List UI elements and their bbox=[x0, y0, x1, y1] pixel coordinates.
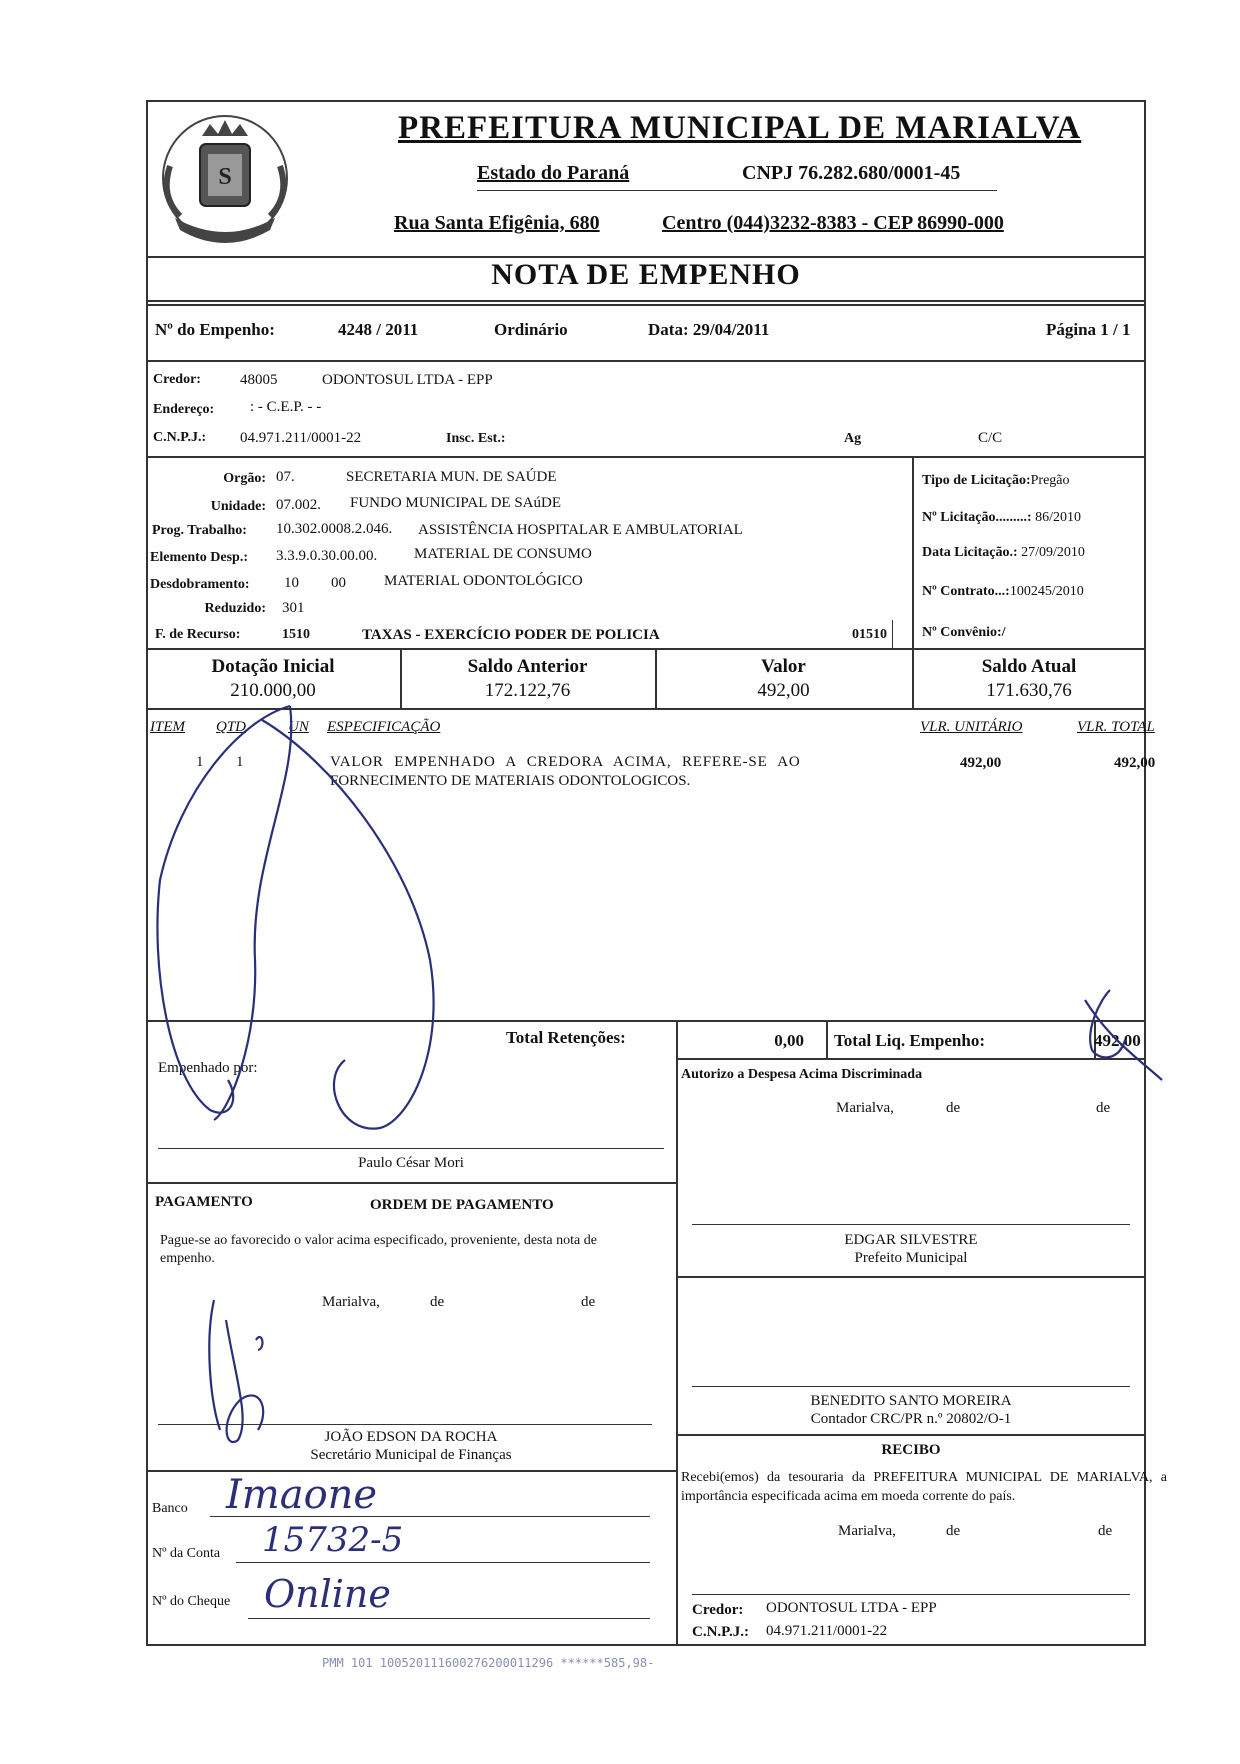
empenho-date: Data: 29/04/2011 bbox=[648, 320, 770, 339]
orgao-desc: SECRETARIA MUN. DE SAÚDE bbox=[346, 469, 557, 485]
num-licitacao-label: Nº Licitação.........: bbox=[922, 510, 1032, 525]
empenhado-por-name: Paulo César Mori bbox=[358, 1155, 464, 1171]
ag-label: Ag bbox=[844, 431, 862, 446]
state-name: Estado do Paraná bbox=[477, 162, 630, 184]
autorizo-de-1: de bbox=[946, 1100, 961, 1116]
total-retencoes-value: 0,00 bbox=[774, 1031, 804, 1050]
item-spec-line1: VALOR EMPENHADO A CREDORA ACIMA, REFERE-SE AO bbox=[330, 754, 801, 770]
contador-role: Contador CRC/PR n.º 20802/O-1 bbox=[810, 1411, 1012, 1427]
municipality-cnpj: CNPJ 76.282.680/0001-45 bbox=[742, 162, 961, 184]
autorizo-city: Marialva, bbox=[836, 1100, 894, 1116]
recibo-city: Marialva, bbox=[838, 1523, 896, 1539]
total-liq-label: Total Liq. Empenho: bbox=[834, 1031, 985, 1050]
municipality-title: PREFEITURA MUNICIPAL DE MARIALVA bbox=[398, 110, 1082, 146]
orgao-label: Orgão: bbox=[223, 471, 266, 486]
footer-code: PMM 101 100520111600276200011296 ******585,98- bbox=[322, 1656, 655, 1670]
credor-address: : - C.E.P. - - bbox=[250, 399, 322, 415]
recibo-credor: ODONTOSUL LTDA - EPP bbox=[766, 1600, 937, 1616]
valor-value: 492,00 bbox=[757, 680, 810, 701]
pagamento-de-1: de bbox=[430, 1294, 445, 1310]
col-vlr-total: VLR. TOTAL bbox=[1077, 719, 1155, 735]
cc-label: C/C bbox=[978, 430, 1003, 446]
col-un: UN bbox=[288, 719, 309, 735]
elemento-desc: MATERIAL DE CONSUMO bbox=[414, 546, 592, 562]
cheque-handwritten: Online bbox=[264, 1572, 391, 1616]
secretario-name: JOÃO EDSON DA ROCHA bbox=[324, 1429, 498, 1445]
item-unit-value: 492,00 bbox=[960, 755, 1002, 771]
unidade-label: Unidade: bbox=[210, 499, 266, 514]
ordem-pagamento-label: ORDEM DE PAGAMENTO bbox=[370, 1197, 554, 1213]
recurso-desc: TAXAS - EXERCÍCIO PODER DE POLICIA bbox=[362, 627, 660, 643]
credor-cnpj-label: C.N.P.J.: bbox=[153, 430, 207, 445]
col-qtd: QTD bbox=[216, 719, 247, 735]
prog-desc: ASSISTÊNCIA HOSPITALAR E AMBULATORIAL bbox=[418, 522, 743, 538]
saldo-anterior-value: 172.122,76 bbox=[484, 680, 571, 701]
col-especificacao: ESPECIFICAÇÃO bbox=[327, 719, 441, 735]
reduzido-label: Reduzido: bbox=[204, 601, 266, 616]
tipo-licitacao-label-text: Tipo de Licitação: bbox=[922, 473, 1031, 488]
credor-code: 48005 bbox=[240, 372, 278, 388]
col-item: ITEM bbox=[150, 719, 185, 735]
total-liq-value: 492,00 bbox=[1094, 1031, 1141, 1050]
address-label: Endereço: bbox=[153, 402, 215, 417]
recibo-credor-label: Credor: bbox=[692, 1602, 744, 1618]
item-number: 1 bbox=[196, 754, 204, 770]
item-qtd: 1 bbox=[236, 754, 244, 770]
orgao-code: 07. bbox=[276, 469, 295, 485]
recibo-label: RECIBO bbox=[881, 1442, 941, 1458]
conta-label: Nº da Conta bbox=[152, 1546, 221, 1561]
recibo-cnpj-label: C.N.P.J.: bbox=[692, 1624, 749, 1640]
contrato-number: 100245/2010 bbox=[1009, 584, 1084, 599]
dotacao-value: 210.000,00 bbox=[230, 680, 316, 701]
secretario-role: Secretário Municipal de Finanças bbox=[310, 1447, 512, 1463]
pagamento-text: Pague-se ao favorecido o valor acima especificado, proveniente, desta nota de empenho. bbox=[160, 1233, 597, 1266]
municipality-address: Rua Santa Efigênia, 680 bbox=[394, 212, 600, 234]
conta-handwritten: 15732-5 bbox=[262, 1520, 404, 1560]
credor-name: ODONTOSUL LTDA - EPP bbox=[322, 372, 493, 388]
recurso-label: F. de Recurso: bbox=[155, 627, 241, 642]
insc-est-label: Insc. Est.: bbox=[446, 431, 506, 446]
item-total-value: 492,00 bbox=[1114, 755, 1156, 771]
reduzido-code: 301 bbox=[282, 600, 305, 616]
prog-code: 10.302.0008.2.046. bbox=[276, 521, 393, 537]
data-licitacao: 27/09/2010 bbox=[1021, 545, 1085, 560]
empenho-number-label: Nº do Empenho: bbox=[155, 320, 275, 339]
saldo-atual-value: 171.630,76 bbox=[986, 680, 1072, 701]
desdobramento-label: Desdobramento: bbox=[150, 577, 250, 592]
pagamento-city: Marialva, bbox=[322, 1294, 380, 1310]
empenho-number: 4248 / 2011 bbox=[338, 320, 419, 339]
unidade-desc: FUNDO MUNICIPAL DE SAúDE bbox=[350, 495, 561, 511]
recurso-code-2: 01510 bbox=[852, 627, 887, 642]
data-licitacao-label: Data Licitação.: bbox=[922, 545, 1018, 560]
num-licitacao: 86/2010 bbox=[1035, 510, 1081, 525]
pagamento-de-2: de bbox=[581, 1294, 596, 1310]
empenho-type: Ordinário bbox=[494, 320, 568, 339]
page-number: Página 1 / 1 bbox=[1046, 320, 1131, 339]
convenio-label: Nº Convênio:/ bbox=[922, 625, 1006, 640]
desdobramento-code-1: 10 bbox=[284, 575, 299, 591]
contador-name: BENEDITO SANTO MOREIRA bbox=[810, 1393, 1012, 1409]
valor-label: Valor bbox=[761, 656, 806, 677]
unidade-code: 07.002. bbox=[276, 497, 321, 513]
autorizo-de-2: de bbox=[1096, 1100, 1111, 1116]
credor-label: Credor: bbox=[153, 372, 201, 387]
saldo-atual-label: Saldo Atual bbox=[981, 656, 1077, 677]
prefeito-name: EDGAR SILVESTRE bbox=[844, 1232, 978, 1248]
cheque-label: Nº do Cheque bbox=[152, 1594, 231, 1609]
dotacao-label: Dotação Inicial bbox=[211, 656, 335, 677]
recurso-code: 1510 bbox=[282, 627, 310, 642]
contrato-label: Nº Contrato...: bbox=[922, 584, 1010, 599]
desdobramento-desc: MATERIAL ODONTOLÓGICO bbox=[384, 573, 583, 589]
empenhado-por-label: Empenhado por: bbox=[158, 1060, 258, 1076]
prefeito-role: Prefeito Municipal bbox=[854, 1250, 968, 1266]
tipo-licitacao: Pregão bbox=[1030, 473, 1070, 488]
recibo-de-2: de bbox=[1098, 1523, 1113, 1539]
desdobramento-code-2: 00 bbox=[331, 575, 346, 591]
banco-label: Banco bbox=[152, 1501, 188, 1516]
banco-handwritten: Imaone bbox=[226, 1472, 378, 1518]
document-title: NOTA DE EMPENHO bbox=[491, 258, 801, 291]
saldo-anterior-label: Saldo Anterior bbox=[467, 656, 588, 677]
credor-cnpj: 04.971.211/0001-22 bbox=[240, 430, 362, 446]
svg-text:S: S bbox=[218, 164, 232, 190]
elemento-code: 3.3.9.0.30.00.00. bbox=[276, 548, 378, 564]
elemento-label: Elemento Desp.: bbox=[150, 550, 248, 565]
municipality-contact: Centro (044)3232-8383 - CEP 86990-000 bbox=[662, 212, 1004, 234]
item-spec-line2: FORNECIMENTO DE MATERIAIS ODONTOLOGICOS. bbox=[330, 773, 691, 789]
col-vlr-unitario: VLR. UNITÁRIO bbox=[920, 719, 1023, 735]
total-retencoes-label: Total Retenções: bbox=[506, 1028, 626, 1047]
recibo-text: Recebi(emos) da tesouraria da PREFEITURA MUNICIPAL DE MARIALVA, a importância especificada acima em moeda corrente do país. bbox=[681, 1470, 1167, 1504]
prog-label: Prog. Trabalho: bbox=[152, 523, 247, 538]
recibo-de-1: de bbox=[946, 1523, 961, 1539]
autorizo-label: Autorizo a Despesa Acima Discriminada bbox=[681, 1067, 923, 1082]
recibo-cnpj: 04.971.211/0001-22 bbox=[766, 1623, 888, 1639]
pagamento-label: PAGAMENTO bbox=[155, 1194, 253, 1210]
